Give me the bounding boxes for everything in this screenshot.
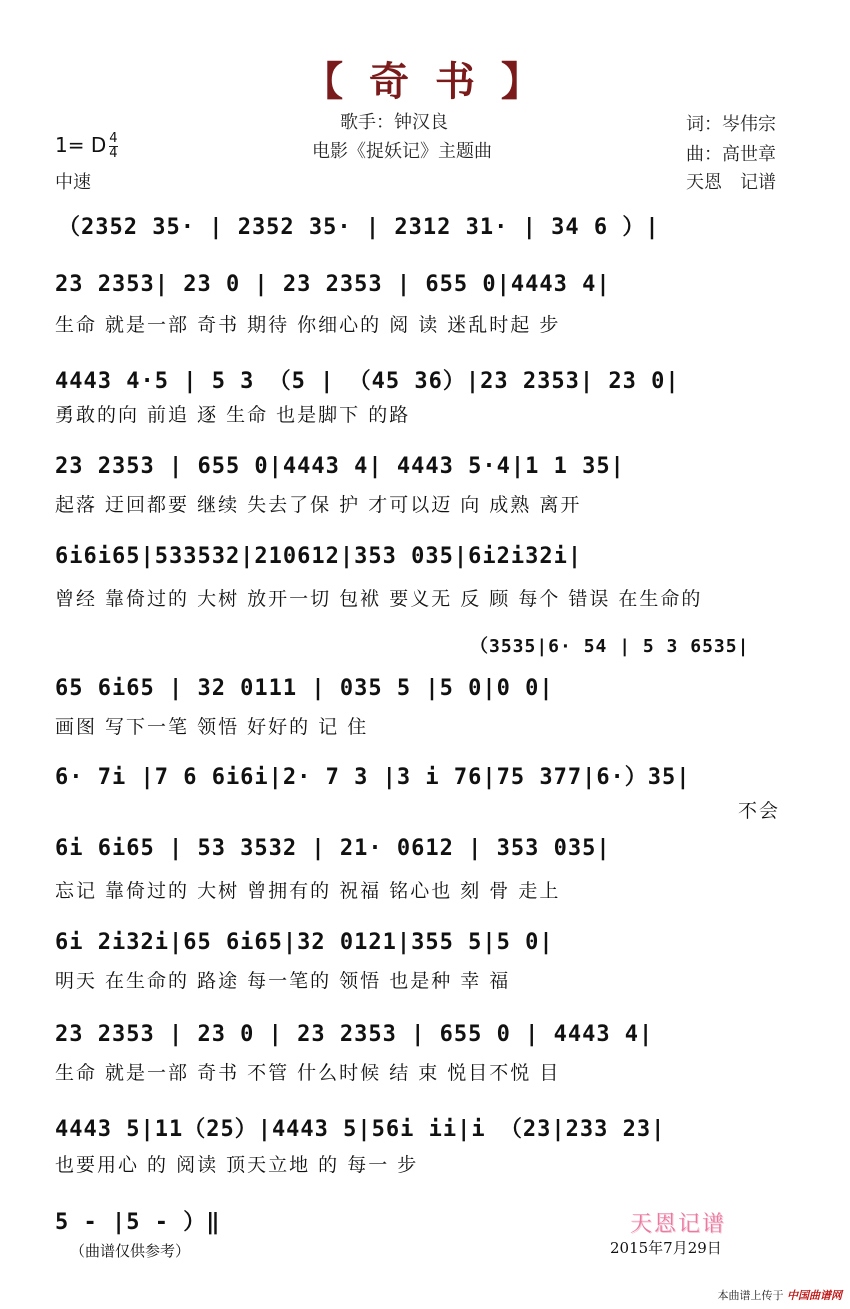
key-signature [55, 132, 118, 161]
composer-credit: 曲：高世章 [686, 144, 776, 165]
score-row-notes: 23 2353 | 655 0|4443 4| 4443 5·4|1 1 35| [55, 454, 625, 479]
interlude-notes: （3535|6· 54 | 5 3 6535| [470, 636, 750, 657]
time-denominator: 4 [109, 146, 118, 161]
upload-credit [718, 1287, 843, 1303]
score-row-notes: 23 2353 | 23 0 | 23 2353 | 655 0 | 4443 4| [55, 1022, 654, 1047]
time-signature [109, 132, 117, 161]
score-row-notes: （2352 35· | 2352 35· | 2312 31· | 34 6 ）| [58, 215, 660, 240]
score-row-lyrics: 生命 就是一部 奇书 不管 什么时候 结 束 悦目不悦 目 [55, 1062, 561, 1084]
score-row-lyrics: 画图 写下一笔 领悟 好好的 记 住 [55, 716, 369, 738]
key-label: 1= D [55, 133, 107, 157]
disclaimer: （曲谱仅供参考） [70, 1242, 191, 1260]
score-row-notes: 6i 6i65 | 53 3532 | 21· 0612 | 353 035| [55, 836, 611, 861]
transcriber-stamp: 天恩记谱 [630, 1212, 727, 1237]
score-row-lyrics: 忘记 靠倚过的 大树 曾拥有的 祝福 铭心也 刻 骨 走上 [55, 880, 561, 902]
time-numerator: 4 [109, 131, 118, 146]
lyricist-credit: 词：岑伟宗 [686, 114, 776, 135]
score-row-lyrics: 曾经 靠倚过的 大树 放开一切 包袱 要义无 反 顾 每个 错误 在生命的 [55, 588, 703, 610]
score-row-notes: 23 2353| 23 0 | 23 2353 | 655 0|4443 4| [55, 272, 611, 297]
score-row-notes: 6· 7i |7 6 6i6i|2· 7 3 |3 i 76|75 377|6·）35| [55, 765, 691, 790]
site-logo[interactable]: 中国曲谱网 [787, 1289, 842, 1302]
transcription-date: 2015年7月29日 [610, 1239, 722, 1257]
score-row-notes: 5 - |5 - ）‖ [55, 1210, 221, 1235]
score-row-notes: 6i6i65|533532|210612|353 035|6i2i32i| [55, 544, 583, 569]
upload-label: 本曲谱上传于 [717, 1289, 784, 1302]
score-row-lyrics: 生命 就是一部 奇书 期待 你细心的 阅 读 迷乱时起 步 [55, 314, 561, 336]
score-row-lyrics: 也要用心 的 阅读 顶天立地 的 每一 步 [55, 1154, 419, 1176]
transcriber-credit: 天恩 记谱 [686, 172, 776, 193]
singer-credit: 歌手：钟汉良 [340, 112, 448, 133]
film-credit: 电影《捉妖记》主题曲 [312, 141, 492, 162]
score-row-notes: 4443 4·5 | 5 3 （5 | （45 36）|23 2353| 23 0| [55, 369, 680, 394]
score-row-lyrics: 明天 在生命的 路途 每一笔的 领悟 也是种 幸 福 [55, 970, 511, 992]
score-row-notes: 4443 5|11（25）|4443 5|56i ii|i （23|233 23| [55, 1117, 666, 1142]
score-row-lyrics: 勇敢的向 前追 逐 生命 也是脚下 的路 [55, 404, 411, 426]
score-row-notes: 65 6i65 | 32 0111 | 035 5 |5 0|0 0| [55, 676, 554, 701]
score-row-lyrics: 不会 [738, 800, 781, 822]
score-row-lyrics: 起落 迂回都要 继续 失去了保 护 才可以迈 向 成熟 离开 [55, 494, 582, 516]
tempo-marking: 中速 [55, 172, 91, 193]
score-row-notes: 6i 2i32i|65 6i65|32 0121|355 5|5 0| [55, 930, 554, 955]
page-title: 【 奇 书 】 [303, 58, 547, 105]
